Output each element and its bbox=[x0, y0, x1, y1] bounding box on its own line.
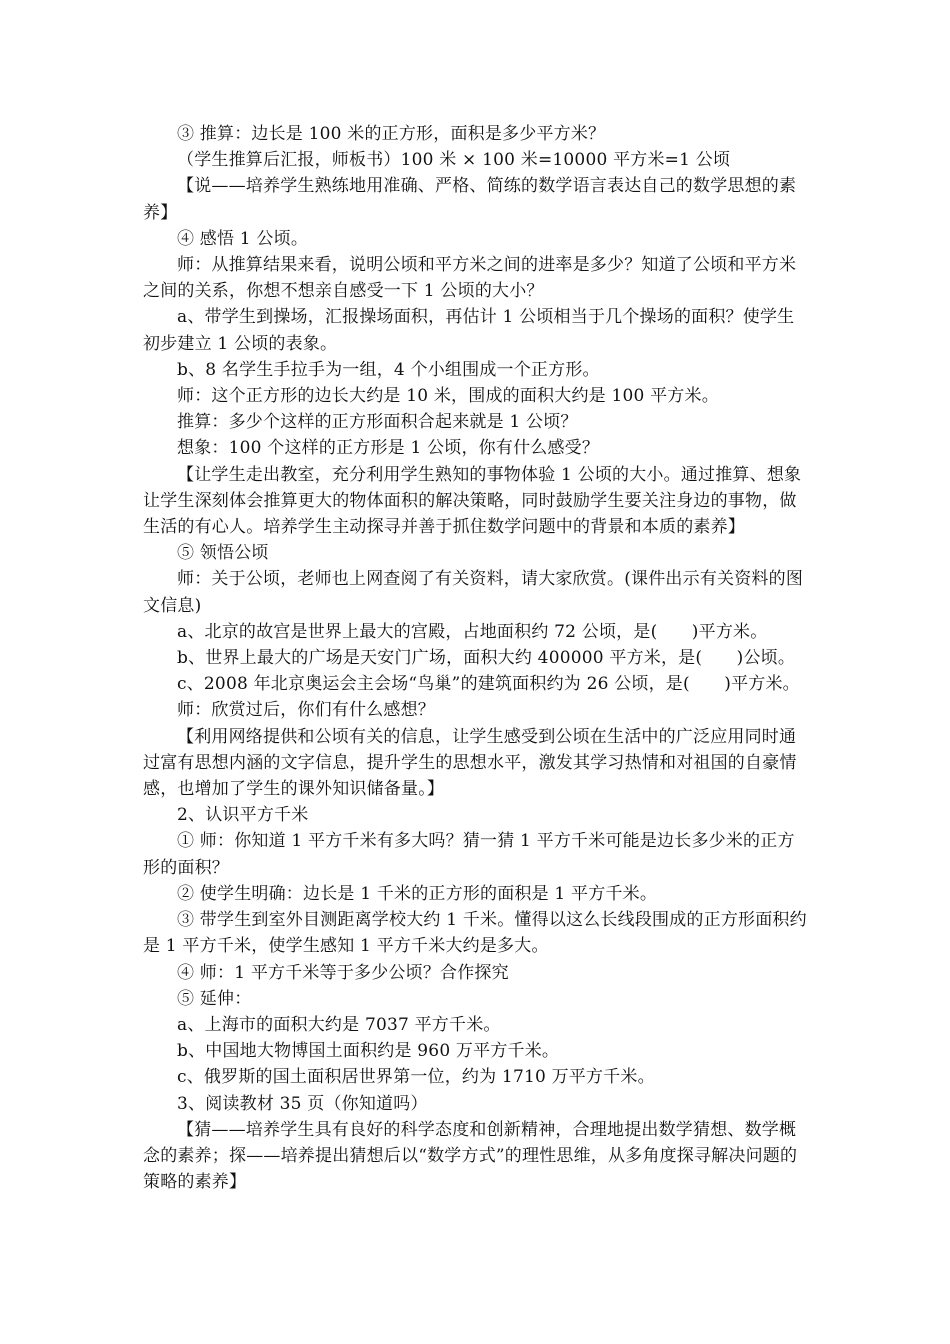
paragraph: c、俄罗斯的国土面积居世界第一位，约为 1710 万平方千米。 bbox=[177, 1067, 655, 1088]
paragraph: （学生推算后汇报，师板书）100 米 × 100 米=10000 平方米=1 公顷 bbox=[177, 150, 731, 171]
paragraph: ③ 推算：边长是 100 米的正方形，面积是多少平方米？ bbox=[177, 124, 606, 144]
paragraph: 【说——培养学生熟练地用准确、严格、简练的数学语言表达自己的数学思想的素养】 bbox=[143, 176, 797, 223]
paragraph: a、北京的故宫是世界上最大的宫殿，占地面积约 72 公顷，是( )平方米。 bbox=[177, 621, 768, 642]
paragraph: ③ 带学生到室外目测距离学校大约 1 千米。懂得以这么长线段围成的正方形面积约是 1 平方千米，使学生感知 1 平方千米大约是多大。 bbox=[143, 910, 807, 957]
paragraph: 师：欣赏过后，你们有什么感想？ bbox=[177, 700, 435, 721]
document-body bbox=[143, 121, 811, 1195]
paragraph: 【猜——培养学生具有良好的科学态度和创新精神，合理地提出数学猜想、数学概念的素养；探——培养提出猜想后以“数学方式”的理性思维，从多角度探寻解决问题的策略的素养】 bbox=[143, 1119, 798, 1193]
paragraph: 师：从推算结果来看，说明公顷和平方米之间的进率是多少？知道了公顷和平方米之间的关系，你想不想亲自感受一下 1 公顷的大小？ bbox=[143, 255, 797, 302]
paragraph: 2、认识平方千米 bbox=[177, 805, 309, 826]
paragraph: ⑤ 领悟公顷 bbox=[177, 543, 269, 564]
paragraph: ④ 感悟 1 公顷。 bbox=[177, 228, 309, 249]
paragraph: b、世界上最大的广场是天安门广场，面积大约 400000 平方米，是( )公顷。 bbox=[177, 648, 796, 669]
paragraph: 想象：100 个这样的正方形是 1 公顷，你有什么感受？ bbox=[177, 438, 600, 459]
paragraph: ④ 师：1 平方千米等于多少公顷？合作探究 bbox=[177, 962, 509, 983]
paragraph: 【利用网络提供和公顷有关的信息，让学生感受到公顷在生活中的广泛应用同时通过富有思想内涵的文字信息，提升学生的思想水平，激发其学习热情和对祖国的自豪情感，也增加了学生的课外知识储备量。】 bbox=[143, 726, 797, 800]
paragraph: a、上海市的面积大约是 7037 平方千米。 bbox=[177, 1014, 501, 1035]
paragraph: b、8 名学生手拉手为一组，4 个小组围成一个正方形。 bbox=[177, 359, 600, 380]
paragraph: 师：这个正方形的边长大约是 10 米，围成的面积大约是 100 平方米。 bbox=[177, 386, 719, 407]
paragraph: ① 师：你知道 1 平方千米有多大吗？猜一猜 1 平方千米可能是边长多少米的正方形的面积？ bbox=[143, 831, 795, 878]
paragraph: 【让学生走出教室，充分利用学生熟知的事物体验 1 公顷的大小。通过推算、想象让学生深刻体会推算更大的物体面积的解决策略，同时鼓励学生要关注身边的事物，做生活的有心人。培养学生主动探寻并善于抓住数学问题中的背景和本质的素养】 bbox=[143, 464, 802, 538]
paragraph: a、带学生到操场，汇报操场面积，再估计 1 公顷相当于几个操场的面积？使学生初步建立 1 公顷的表象。 bbox=[143, 307, 795, 354]
paragraph: 3、阅读教材 35 页（你知道吗） bbox=[177, 1093, 428, 1114]
paragraph: ⑤ 延伸： bbox=[177, 988, 252, 1009]
paragraph: b、中国地大物博国土面积约是 960 万平方千米。 bbox=[177, 1041, 560, 1062]
paragraph: ② 使学生明确：边长是 1 千米的正方形的面积是 1 平方千米。 bbox=[177, 883, 658, 904]
paragraph: 师：关于公顷，老师也上网查阅了有关资料，请大家欣赏。(课件出示有关资料的图文信息) bbox=[143, 569, 804, 616]
paragraph: c、2008 年北京奥运会主会场“鸟巢”的建筑面积约为 26 公顷，是( )平方米。 bbox=[177, 674, 800, 695]
paragraph: 推算：多少个这样的正方形面积合起来就是 1 公顷？ bbox=[177, 412, 578, 433]
